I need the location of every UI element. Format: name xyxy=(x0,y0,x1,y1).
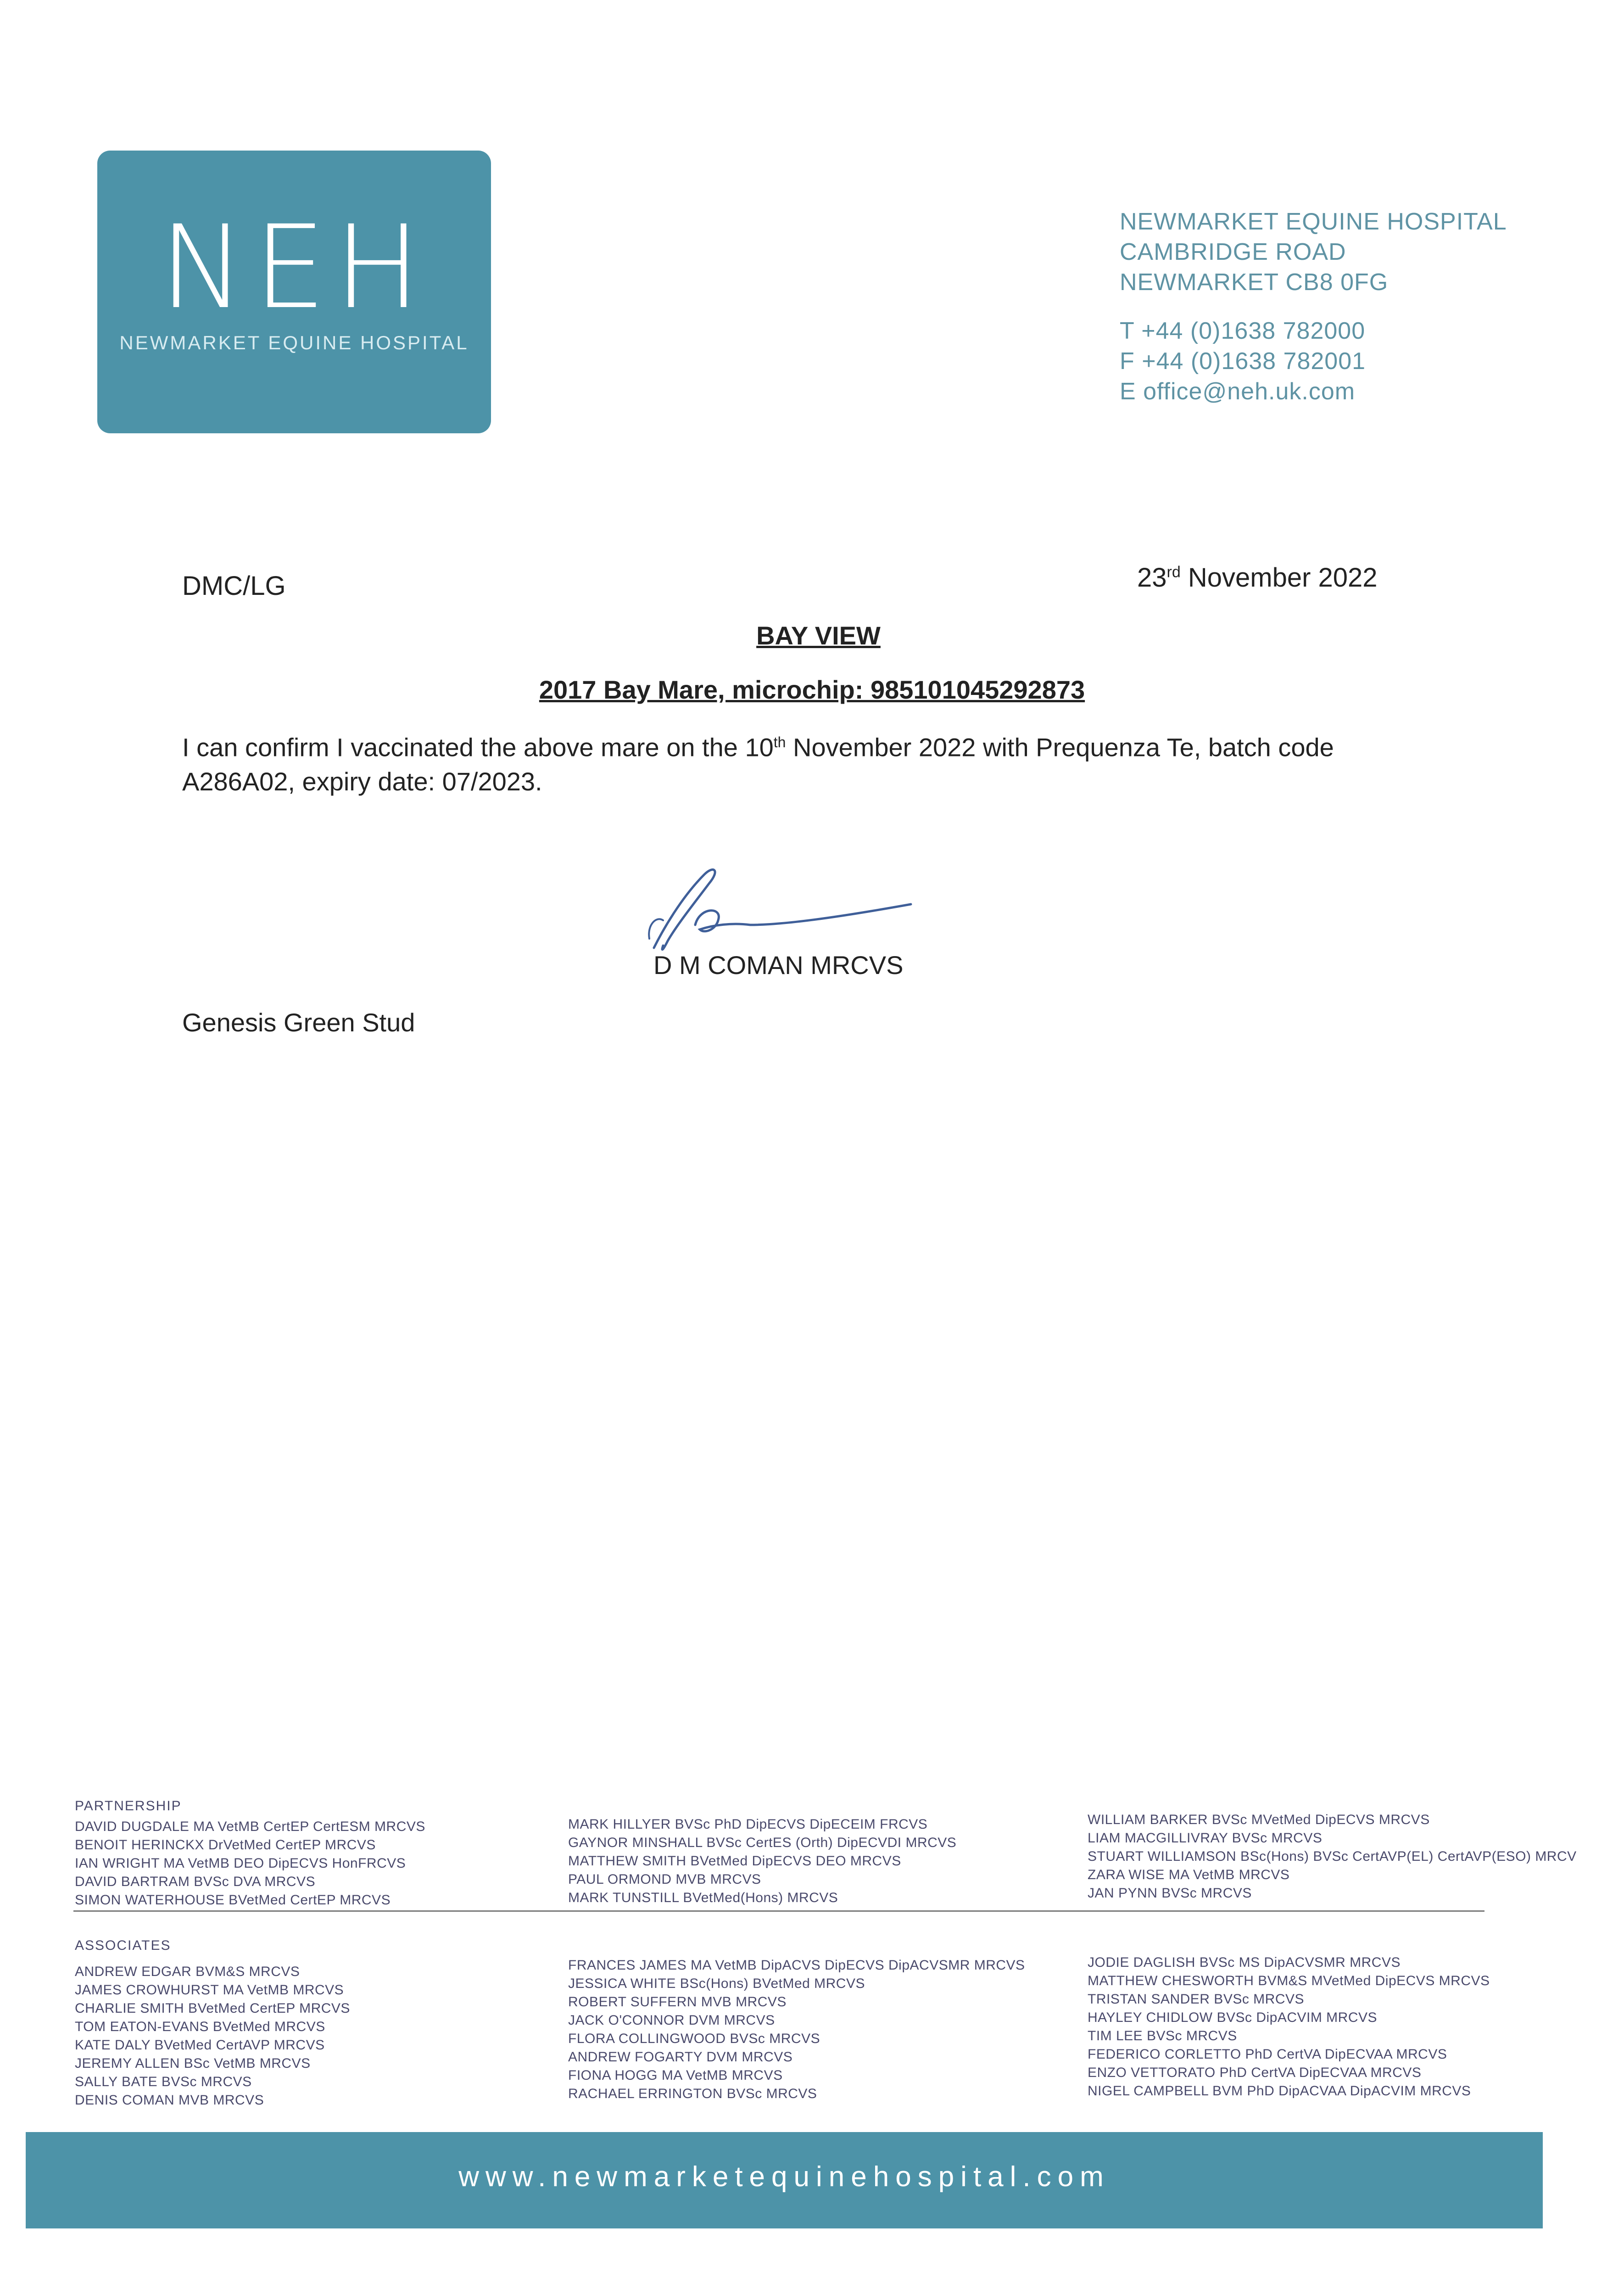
staff-entry: ZARA WISE MA VetMB MRCVS xyxy=(1088,1867,1290,1882)
signature-image xyxy=(636,856,929,966)
staff-entry: HAYLEY CHIDLOW BVSc DipACVIM MRCVS xyxy=(1088,2010,1378,2025)
staff-entry: ENZO VETTORATO PhD CertVA DipECVAA MRCVS xyxy=(1088,2065,1422,2080)
staff-entry: NIGEL CAMPBELL BVM PhD DipACVAA DipACVIM MRCVS xyxy=(1088,2083,1471,2099)
staff-entry: DENIS COMAN MVB MRCVS xyxy=(75,2093,264,2108)
letter-heading: BAY VIEW xyxy=(756,621,881,650)
staff-entry: DAVID BARTRAM BVSc DVA MRCVS xyxy=(75,1874,316,1889)
staff-entry: FLORA COLLINGWOOD BVSc MRCVS xyxy=(568,2031,820,2046)
staff-entry: JAMES CROWHURST MA VetMB MRCVS xyxy=(75,1982,344,1998)
staff-entry: ROBERT SUFFERN MVB MRCVS xyxy=(568,1994,787,2010)
letter-subheading: 2017 Bay Mare, microchip: 985101045292873 xyxy=(539,675,1085,704)
date-day: 23 xyxy=(1137,563,1167,593)
staff-entry: JESSICA WHITE BSc(Hons) BVetMed MRCVS xyxy=(568,1976,865,1991)
associates-column-2 xyxy=(568,1956,1025,2103)
staff-entry: MATTHEW CHESWORTH BVM&S MVetMed DipECVS MRCVS xyxy=(1088,1973,1490,1988)
phone-number: T +44 (0)1638 782000 xyxy=(1120,318,1366,344)
fax-number: F +44 (0)1638 782001 xyxy=(1120,348,1366,375)
body-part2: November 2022 with Prequenza Te, batch code A286A02, expiry date: 07/2023. xyxy=(182,733,1334,796)
staff-entry: FEDERICO CORLETTO PhD CertVA DipECVAA MRCVS xyxy=(1088,2047,1447,2062)
associates-column-1 xyxy=(75,1963,350,2110)
staff-entry: RACHAEL ERRINGTON BVSc MRCVS xyxy=(568,2086,817,2101)
letter-date xyxy=(1137,562,1378,593)
body-suffix: th xyxy=(773,734,786,750)
staff-entry: PAUL ORMOND MVB MRCVS xyxy=(568,1872,761,1887)
address-block xyxy=(1120,207,1507,407)
logo-name: NEWMARKET EQUINE HOSPITAL xyxy=(119,332,469,353)
staff-entry: KATE DALY BVetMed CertAVP MRCVS xyxy=(75,2038,325,2053)
partnership-column-3 xyxy=(1088,1811,1577,1903)
address-line: NEWMARKET EQUINE HOSPITAL xyxy=(1120,208,1507,235)
staff-entry: STUART WILLIAMSON BSc(Hons) BVSc CertAVP(EL) CertAVP(ESO) MRCV xyxy=(1088,1849,1577,1864)
staff-entry: MARK HILLYER BVSc PhD DipECVS DipECEIM FRCVS xyxy=(568,1817,928,1832)
logo xyxy=(97,151,491,433)
address-line: NEWMARKET CB8 0FG xyxy=(1120,269,1389,296)
staff-entry: SIMON WATERHOUSE BVetMed CertEP MRCVS xyxy=(75,1892,391,1908)
staff-entry: CHARLIE SMITH BVetMed CertEP MRCVS xyxy=(75,2001,350,2016)
partnership-column-2 xyxy=(568,1815,956,1907)
letter-reference: DMC/LG xyxy=(182,571,286,601)
staff-entry: JODIE DAGLISH BVSc MS DipACVSMR MRCVS xyxy=(1088,1955,1401,1970)
staff-entry: WILLIAM BARKER BVSc MVetMed DipECVS MRCVS xyxy=(1088,1812,1430,1827)
addressee: Genesis Green Stud xyxy=(182,1008,415,1037)
staff-entry: JACK O'CONNOR DVM MRCVS xyxy=(568,2013,775,2028)
address-line: CAMBRIDGE ROAD xyxy=(1120,239,1346,265)
letter-body xyxy=(182,725,1398,799)
associates-column-3 xyxy=(1088,1954,1490,2100)
staff-entry: MATTHEW SMITH BVetMed DipECVS DEO MRCVS xyxy=(568,1853,901,1869)
signer-name: D M COMAN MRCVS xyxy=(653,951,904,980)
body-part1: I can confirm I vaccinated the above mare on the 10 xyxy=(182,733,774,762)
partnership-column-1 xyxy=(75,1818,425,1909)
partnership-label: PARTNERSHIP xyxy=(75,1798,182,1814)
staff-entry: JEREMY ALLEN BSc VetMB MRCVS xyxy=(75,2056,311,2071)
date-suffix: rd xyxy=(1166,563,1181,581)
staff-entry: GAYNOR MINSHALL BVSc CertES (Orth) DipECVDI MRCVS xyxy=(568,1835,957,1850)
associates-label: ASSOCIATES xyxy=(75,1938,171,1953)
website-url: www.newmarketequinehospital.com xyxy=(458,2161,1110,2193)
staff-entry: SALLY BATE BVSc MRCVS xyxy=(75,2074,252,2089)
date-rest: November 2022 xyxy=(1180,563,1378,593)
staff-entry: LIAM MACGILLIVRAY BVSc MRCVS xyxy=(1088,1830,1323,1846)
staff-entry: ANDREW FOGARTY DVM MRCVS xyxy=(568,2049,793,2065)
staff-entry: BENOIT HERINCKX DrVetMed CertEP MRCVS xyxy=(75,1837,376,1853)
staff-entry: DAVID DUGDALE MA VetMB CertEP CertESM MRCVS xyxy=(75,1819,425,1834)
staff-entry: TRISTAN SANDER BVSc MRCVS xyxy=(1088,1992,1305,2007)
staff-entry: TOM EATON-EVANS BVetMed MRCVS xyxy=(75,2019,325,2034)
staff-entry: IAN WRIGHT MA VetMB DEO DipECVS HonFRCVS xyxy=(75,1856,406,1871)
staff-entry: FIONA HOGG MA VetMB MRCVS xyxy=(568,2068,783,2083)
staff-entry: JAN PYNN BVSc MRCVS xyxy=(1088,1886,1252,1901)
email-address: E office@neh.uk.com xyxy=(1120,378,1356,405)
logo-mark: NEH xyxy=(159,201,429,334)
staff-entry: FRANCES JAMES MA VetMB DipACVS DipECVS DipACVSMR MRCVS xyxy=(568,1958,1025,1973)
staff-divider xyxy=(73,1910,1484,1912)
staff-entry: TIM LEE BVSc MRCVS xyxy=(1088,2028,1237,2043)
footer-banner xyxy=(26,2132,1543,2228)
staff-entry: MARK TUNSTILL BVetMed(Hons) MRCVS xyxy=(568,1890,838,1905)
staff-entry: ANDREW EDGAR BVM&S MRCVS xyxy=(75,1964,300,1979)
